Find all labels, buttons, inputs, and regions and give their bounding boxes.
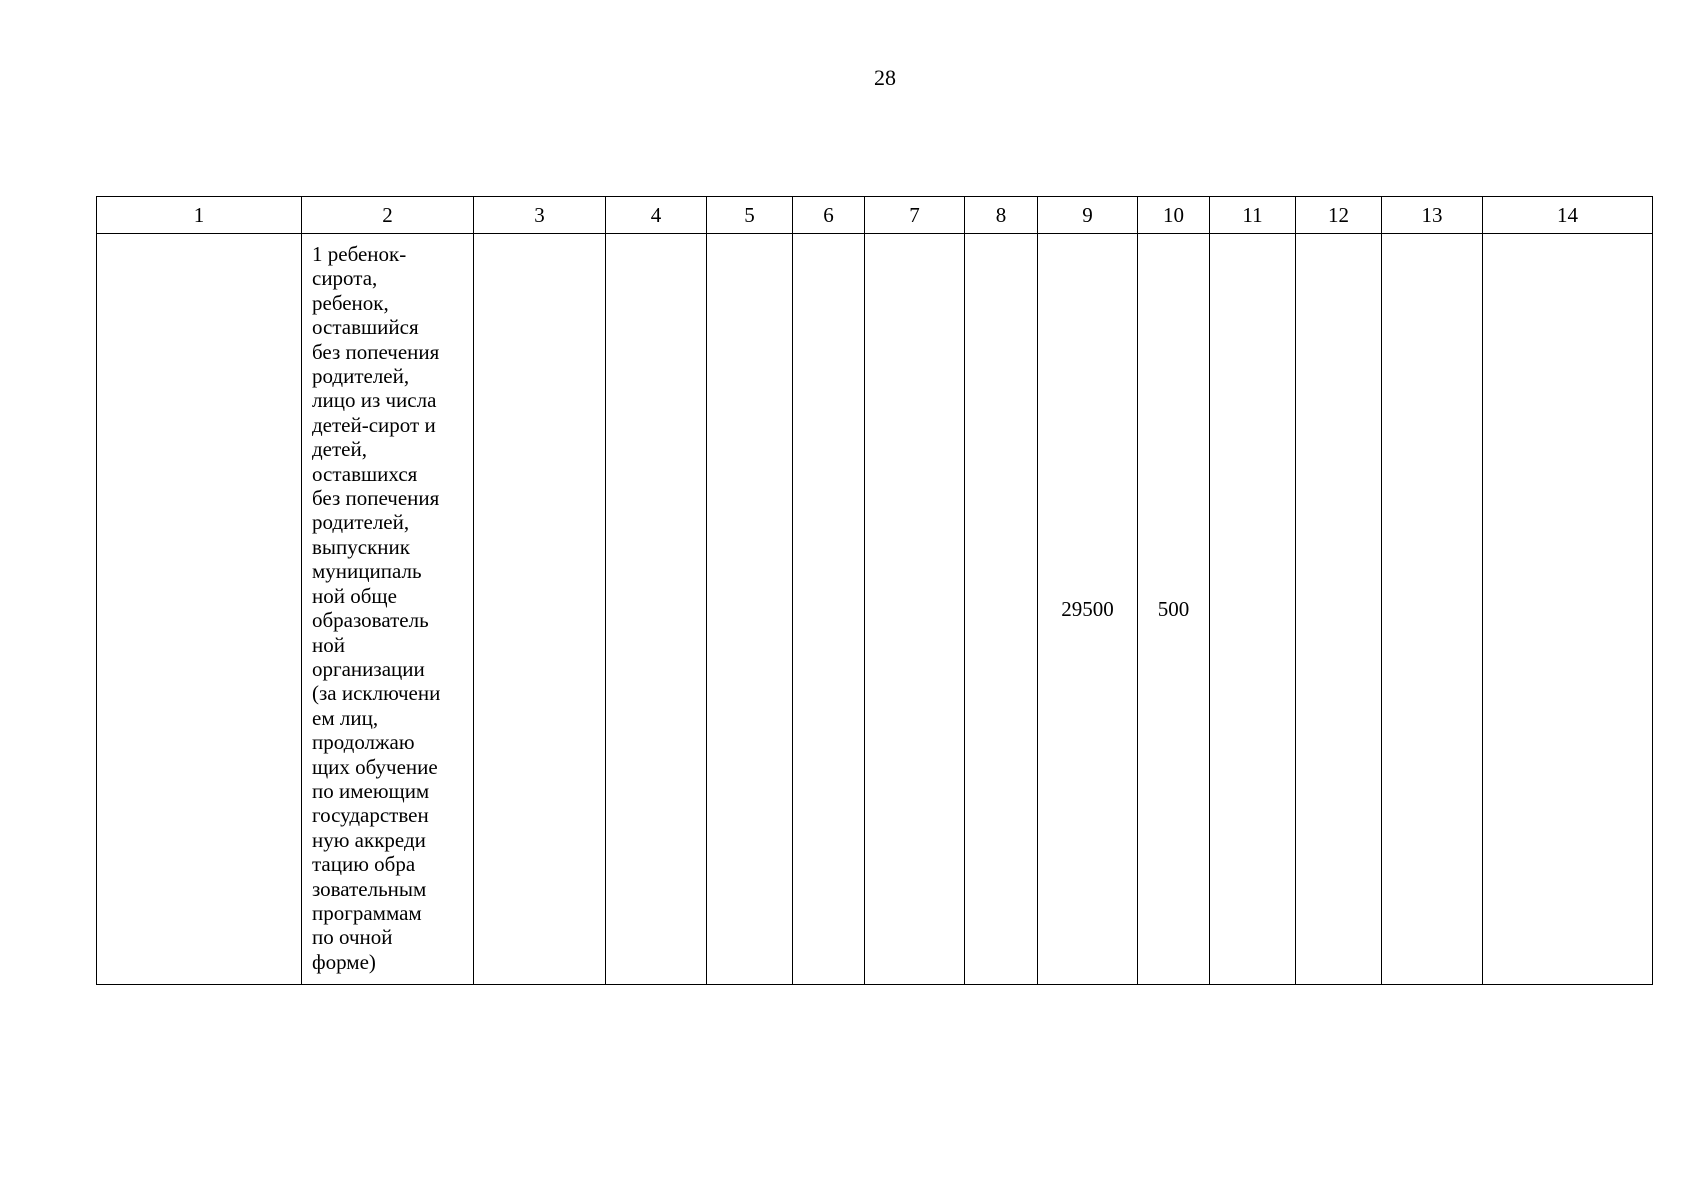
category-line: ную аккреди	[312, 827, 426, 852]
header-cell-4: 4	[606, 197, 707, 234]
category-line: тацию обра	[312, 852, 416, 877]
cell-col-2-category	[302, 234, 474, 985]
cell-col-13	[1382, 234, 1483, 985]
category-line: программам	[312, 900, 422, 925]
page-number: 28	[874, 65, 896, 90]
cell-col-10-value: 500	[1138, 234, 1210, 985]
cell-col-5	[707, 234, 793, 985]
cell-col-14	[1483, 234, 1653, 985]
category-line: муниципаль	[312, 559, 422, 584]
header-cell-10: 10	[1138, 197, 1210, 234]
header-cell-13: 13	[1382, 197, 1483, 234]
category-line: оставшихся	[312, 461, 418, 486]
cell-col-6	[793, 234, 865, 985]
cell-col-7	[865, 234, 965, 985]
category-line: лицо из числа	[312, 388, 437, 413]
header-cell-9: 9	[1038, 197, 1138, 234]
category-line: ной обще	[312, 583, 397, 608]
header-cell-14: 14	[1483, 197, 1653, 234]
category-line: родителей,	[312, 510, 410, 535]
category-line: выпускник	[312, 534, 410, 559]
category-line: ребенок,	[312, 290, 389, 315]
cell-col-1	[97, 234, 302, 985]
header-cell-5: 5	[707, 197, 793, 234]
header-cell-8: 8	[965, 197, 1038, 234]
header-cell-11: 11	[1210, 197, 1296, 234]
cell-col-11	[1210, 234, 1296, 985]
category-line: форме)	[312, 949, 376, 974]
cell-col-8	[965, 234, 1038, 985]
category-line: ем лиц,	[312, 705, 379, 730]
category-line: по очной	[312, 925, 393, 950]
header-cell-3: 3	[474, 197, 606, 234]
category-description	[312, 242, 469, 974]
category-line: детей-сирот и	[312, 412, 436, 437]
category-line: государствен	[312, 803, 429, 828]
category-line: зовательным	[312, 876, 427, 901]
cell-col-9-value: 29500	[1038, 234, 1138, 985]
cell-col-4	[606, 234, 707, 985]
category-line: образователь	[312, 608, 429, 633]
data-table	[96, 196, 1653, 985]
category-line: по имеющим	[312, 778, 430, 803]
category-line: организации	[312, 656, 425, 681]
category-line: (за исключени	[312, 681, 441, 706]
header-cell-12: 12	[1296, 197, 1382, 234]
category-line: без попечения	[312, 486, 440, 511]
category-line: детей,	[312, 437, 367, 462]
table-header-row	[97, 197, 1653, 234]
category-line: 1 ребенок-	[312, 242, 407, 266]
header-cell-7: 7	[865, 197, 965, 234]
cell-col-12	[1296, 234, 1382, 985]
category-line: родителей,	[312, 364, 410, 389]
table-row	[97, 234, 1653, 985]
category-line: сирота,	[312, 266, 378, 291]
cell-col-3	[474, 234, 606, 985]
header-cell-2: 2	[302, 197, 474, 234]
header-cell-1: 1	[97, 197, 302, 234]
category-line: без попечения	[312, 339, 440, 364]
category-line: щих обучение	[312, 754, 438, 779]
category-line: оставшийся	[312, 315, 419, 340]
category-line: продолжаю	[312, 730, 415, 755]
header-cell-6: 6	[793, 197, 865, 234]
category-line: ной	[312, 632, 345, 657]
